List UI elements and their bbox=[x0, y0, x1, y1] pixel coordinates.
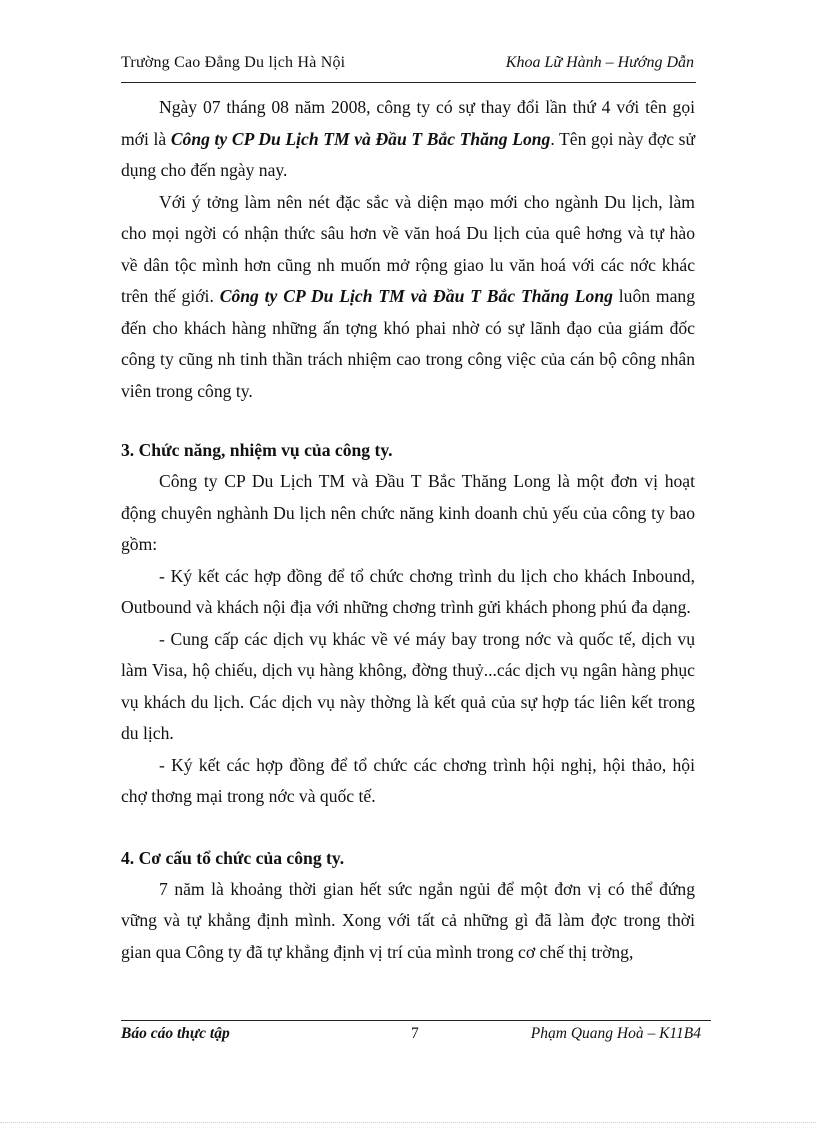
header-faculty: Khoa Lữ Hành – Hướng Dẫn bbox=[505, 54, 694, 71]
company-name-1: Công ty CP Du Lịch TM và Đầu T Bắc Thăng Long bbox=[170, 128, 551, 149]
page-footer bbox=[121, 1020, 711, 1047]
section-3-paragraph: Công ty CP Du Lịch TM và Đầu T Bắc Thăng Long là một đơn vị hoạt động chuyên nghành Du lịch nên chức năng kinh doanh chủ yếu của công ty bao gồm: bbox=[121, 471, 695, 554]
intro-paragraph-1 bbox=[121, 92, 695, 187]
footer-author: Phạm Quang Hoà – K11B4 bbox=[530, 1025, 701, 1042]
intro-p2-text-b: luôn mang đến cho khách hàng những ấn tợng khó phai nhờ có sự lãnh đạo của giám đốc công ty cũng nh tinh thần trách nhiệm cao trong công việc của cán bộ công nhân viên trong công ty. bbox=[121, 286, 695, 401]
section-4-paragraph: 7 năm là khoảng thời gian hết sức ngắn ngủi để một đơn vị có thể đứng vững và tự khẳng định mình. Xong với tất cả những gì đã làm đợc trong thời gian qua Công ty đã tự khẳng định vị trí của mình trong cơ chế thị trờng, bbox=[121, 878, 695, 962]
section-3-paragraph: - Ký kết các hợp đồng để tổ chức chơng trình du lịch cho khách Inbound, Outbound và khách nội địa với những chơng trình gửi khách phong phú đa dạng. bbox=[121, 565, 695, 617]
header-school: Trường Cao Đẳng Du lịch Hà Nội bbox=[121, 54, 346, 71]
intro-p2-text-a: Với ý tởng làm nên nét đặc sắc và diện mạo mới cho ngành Du lịch, làm cho mọi ngời có nhận thức sâu hơn về văn hoá Du lịch của quê hơng và tự hào về dân tộc mình hơn cũng nh muốn mở rộng giao lu văn hoá với các nớc khác trên thế giới. bbox=[121, 191, 695, 306]
page-number: 7 bbox=[411, 1025, 419, 1042]
intro-paragraph-2 bbox=[121, 187, 695, 408]
section-3-paragraph: - Cung cấp các dịch vụ khác về vé máy bay trong nớc và quốc tế, dịch vụ làm Visa, hộ chiếu, dịch vụ hàng không, đờng thuỷ...các dịch vụ ngân hàng phục vụ khách du lịch. Các dịch vụ này thờng là kết quả của sự hợp tác liên kết trong du lịch. bbox=[121, 628, 695, 743]
section-3-paragraph: - Ký kết các hợp đồng để tổ chức các chơng trình hội nghị, hội thảo, hội chợ thơng mại trong nớc và quốc tế. bbox=[121, 754, 695, 806]
document-body bbox=[121, 92, 695, 968]
page-header bbox=[121, 48, 696, 83]
company-name-2: Công ty CP Du Lịch TM và Đầu T Bắc Thăng Long bbox=[219, 286, 613, 306]
intro-p1-text-b: . Tên gọi này đợc sử dụng cho đến ngày nay. bbox=[121, 128, 696, 180]
footer-report-label: Báo cáo thực tập bbox=[121, 1025, 230, 1042]
section-4-heading: 4. Cơ cấu tổ chức của công ty. bbox=[121, 847, 345, 868]
intro-p1-text-a: Ngày 07 tháng 08 năm 2008, công ty có sự thay đổi lần thứ 4 với tên gọi mới là bbox=[121, 97, 695, 149]
section-3-heading: 3. Chức năng, nhiệm vụ của công ty. bbox=[121, 440, 393, 460]
